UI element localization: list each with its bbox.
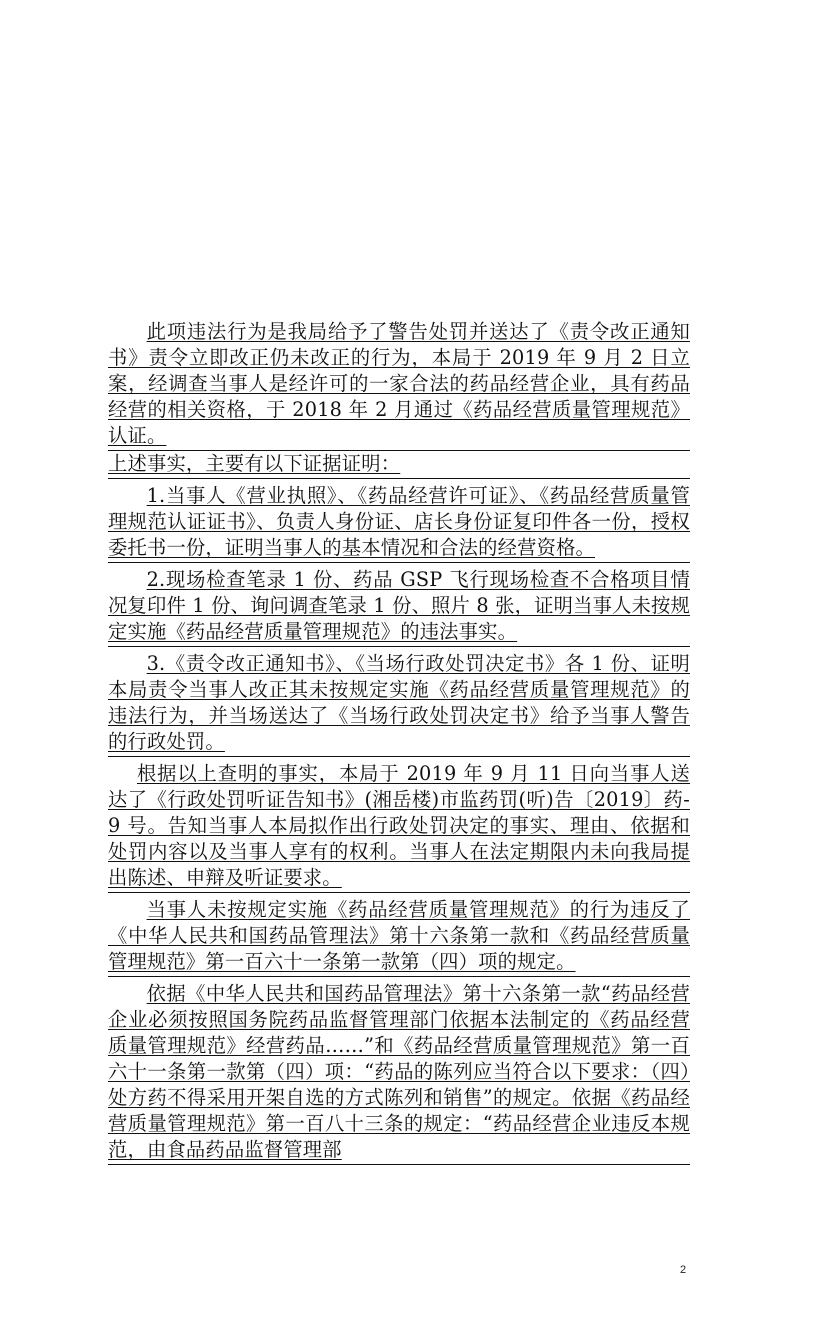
paragraph-evidence-3: 3.《责令改正通知书》、《当场行政处罚决定书》各 1 份、证明本局责令当事人改正其未按规定实施《药品经营质量管理规范》的违法行为，并当场送达了《当场行政处罚决定书》给予当事人警告的行政处罚。: [108, 651, 690, 757]
paragraph-legal-violation: 当事人未按规定实施《药品经营质量管理规范》的行为违反了《中华人民共和国药品管理法》第十六条第一款和《药品经营质量管理规范》第一百六十一条第一款第（四）项的规定。: [108, 897, 690, 977]
paragraph-hearing-notice: 根据以上查明的事实，本局于 2019 年 9 月 11 日向当事人送达了《行政处罚听证告知书》(湘岳楼)市监药罚(听)告〔2019〕药-9 号。告知当事人本局拟作出行政处罚决定的事实、理由、依据和处罚内容以及当事人享有的权利。当事人在法定期限内未向我局提出陈述、申辩及听证要求。: [108, 761, 690, 893]
paragraph-evidence-1: 1.当事人《营业执照》、《药品经营许可证》、《药品经营质量管理规范认证证书》、负责人身份证、店长身份证复印件各一份，授权委托书一份，证明当事人的基本情况和合法的经营资格。: [108, 483, 690, 563]
paragraph-legal-basis: 依据《中华人民共和国药品管理法》第十六条第一款“药品经营企业必须按照国务院药品监督管理部门依据本法制定的《药品经营质量管理规范》经营药品……”和《药品经营质量管理规范》第一百六十一条第一款第（四）项：“药品的陈列应当符合以下要求：（四）处方药不得采用开架自选的方式陈列和销售”的规定。依据《药品经营质量管理规范》第一百八十三条的规定：“药品经营企业违反本规范，由食品药品监督管理部: [108, 981, 690, 1165]
paragraph-evidence-intro: 上述事实，主要有以下证据证明：: [108, 451, 690, 479]
document-body: [108, 319, 690, 1165]
paragraph-evidence-2: 2.现场检查笔录 1 份、药品 GSP 飞行现场检查不合格项目情况复印件 1 份、询问调查笔录 1 份、照片 8 张，证明当事人未按规定实施《药品经营质量管理规范》的违法事实。: [108, 567, 690, 647]
page-number: 2: [680, 1264, 687, 1276]
paragraph-violation-summary: 此项违法行为是我局给予了警告处罚并送达了《责令改正通知书》责令立即改正仍未改正的行为，本局于 2019 年 9 月 2 日立案，经调查当事人是经许可的一家合法的药品经营企业，具有药品经营的相关资格，于 2018 年 2 月通过《药品经营质量管理规范》认证。: [108, 319, 690, 451]
